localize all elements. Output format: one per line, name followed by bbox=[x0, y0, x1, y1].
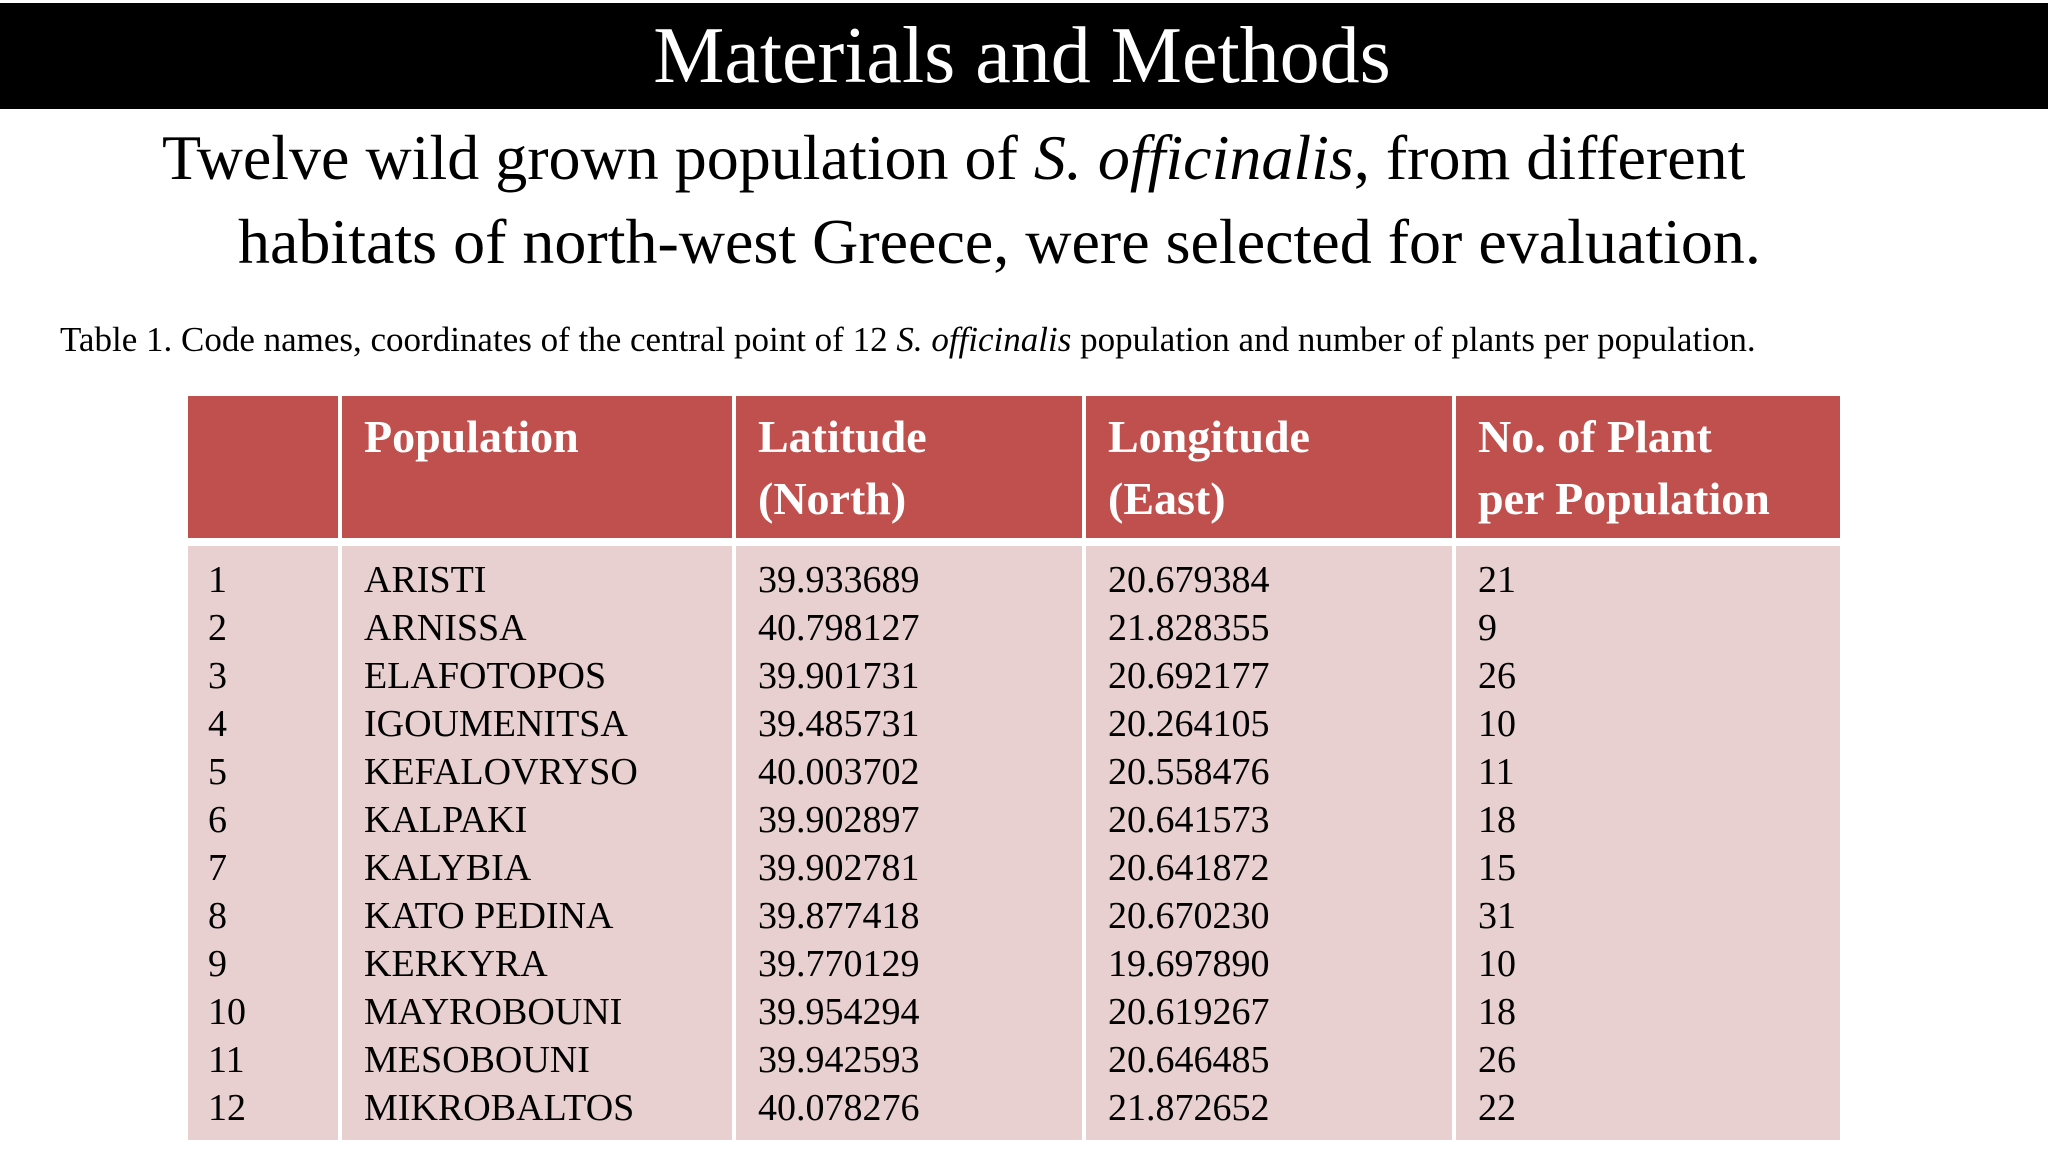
population-name-cell: KEFALOVRYSO bbox=[340, 748, 734, 796]
row-index-cell: 7 bbox=[188, 844, 340, 892]
longitude-cell: 20.670230 bbox=[1084, 892, 1454, 940]
population-name-cell: KATO PEDINA bbox=[340, 892, 734, 940]
plant-count-cell: 11 bbox=[1454, 748, 1840, 796]
latitude-cell: 39.902897 bbox=[734, 796, 1084, 844]
population-name-cell: KERKYRA bbox=[340, 940, 734, 988]
population-name-cell: MIKROBALTOS bbox=[340, 1084, 734, 1140]
plant-count-cell: 22 bbox=[1454, 1084, 1840, 1140]
longitude-cell: 20.558476 bbox=[1084, 748, 1454, 796]
row-index-cell: 4 bbox=[188, 700, 340, 748]
longitude-cell: 20.679384 bbox=[1084, 542, 1454, 604]
plant-count-cell: 18 bbox=[1454, 988, 1840, 1036]
row-index-cell: 3 bbox=[188, 652, 340, 700]
header-plant-count: No. of Plant per Population bbox=[1454, 396, 1840, 542]
latitude-cell: 39.933689 bbox=[734, 542, 1084, 604]
table-row bbox=[188, 748, 1840, 796]
latitude-cell: 40.003702 bbox=[734, 748, 1084, 796]
population-name-cell: IGOUMENITSA bbox=[340, 700, 734, 748]
longitude-cell: 20.619267 bbox=[1084, 988, 1454, 1036]
table-header-row bbox=[188, 396, 1840, 542]
latitude-cell: 39.954294 bbox=[734, 988, 1084, 1036]
population-name-cell: KALYBIA bbox=[340, 844, 734, 892]
table-row bbox=[188, 542, 1840, 604]
latitude-cell: 40.078276 bbox=[734, 1084, 1084, 1140]
latitude-cell: 39.877418 bbox=[734, 892, 1084, 940]
table-row bbox=[188, 892, 1840, 940]
row-index-cell: 10 bbox=[188, 988, 340, 1036]
population-name-cell: MAYROBOUNI bbox=[340, 988, 734, 1036]
title-bar bbox=[0, 3, 2048, 109]
longitude-cell: 21.872652 bbox=[1084, 1084, 1454, 1140]
intro-line-1 bbox=[162, 116, 2022, 200]
row-index-cell: 8 bbox=[188, 892, 340, 940]
row-index-cell: 6 bbox=[188, 796, 340, 844]
header-latitude: Latitude (North) bbox=[734, 396, 1084, 542]
table-row bbox=[188, 652, 1840, 700]
intro-part-1: Twelve wild grown population of bbox=[162, 122, 1034, 193]
caption-part-1: Table 1. Code names, coordinates of the central point of 12 bbox=[60, 320, 897, 359]
intro-line-2: habitats of north-west Greece, were selected for evaluation. bbox=[238, 206, 1761, 277]
population-table bbox=[188, 396, 1840, 1140]
header-population: Population bbox=[340, 396, 734, 542]
caption-species: S. officinalis bbox=[896, 320, 1072, 359]
plant-count-cell: 21 bbox=[1454, 542, 1840, 604]
row-index-cell: 11 bbox=[188, 1036, 340, 1084]
plant-count-cell: 10 bbox=[1454, 940, 1840, 988]
header-index bbox=[188, 396, 340, 542]
row-index-cell: 12 bbox=[188, 1084, 340, 1140]
latitude-cell: 39.901731 bbox=[734, 652, 1084, 700]
intro-part-2: , from different bbox=[1353, 122, 1746, 193]
latitude-cell: 39.485731 bbox=[734, 700, 1084, 748]
table-row bbox=[188, 1084, 1840, 1140]
latitude-cell: 40.798127 bbox=[734, 604, 1084, 652]
longitude-cell: 21.828355 bbox=[1084, 604, 1454, 652]
intro-text bbox=[162, 116, 2022, 284]
table-body bbox=[188, 542, 1840, 1140]
table-row bbox=[188, 988, 1840, 1036]
plant-count-cell: 18 bbox=[1454, 796, 1840, 844]
plant-count-cell: 26 bbox=[1454, 652, 1840, 700]
row-index-cell: 5 bbox=[188, 748, 340, 796]
plant-count-cell: 31 bbox=[1454, 892, 1840, 940]
population-name-cell: ARISTI bbox=[340, 542, 734, 604]
table-row bbox=[188, 796, 1840, 844]
plant-count-cell: 26 bbox=[1454, 1036, 1840, 1084]
population-name-cell: KALPAKI bbox=[340, 796, 734, 844]
table-caption bbox=[60, 318, 2040, 362]
population-name-cell: MESOBOUNI bbox=[340, 1036, 734, 1084]
table-row bbox=[188, 604, 1840, 652]
caption-part-2: population and number of plants per population. bbox=[1071, 320, 1756, 359]
latitude-cell: 39.902781 bbox=[734, 844, 1084, 892]
row-index-cell: 1 bbox=[188, 542, 340, 604]
plant-count-cell: 9 bbox=[1454, 604, 1840, 652]
table-row bbox=[188, 1036, 1840, 1084]
table-row bbox=[188, 940, 1840, 988]
longitude-cell: 20.641872 bbox=[1084, 844, 1454, 892]
table-row bbox=[188, 844, 1840, 892]
longitude-cell: 20.646485 bbox=[1084, 1036, 1454, 1084]
longitude-cell: 20.641573 bbox=[1084, 796, 1454, 844]
population-name-cell: ARNISSA bbox=[340, 604, 734, 652]
longitude-cell: 19.697890 bbox=[1084, 940, 1454, 988]
intro-species: S. officinalis bbox=[1033, 122, 1354, 193]
slide-title: Materials and Methods bbox=[653, 12, 1391, 100]
longitude-cell: 20.692177 bbox=[1084, 652, 1454, 700]
table-row bbox=[188, 700, 1840, 748]
longitude-cell: 20.264105 bbox=[1084, 700, 1454, 748]
latitude-cell: 39.770129 bbox=[734, 940, 1084, 988]
header-longitude: Longitude (East) bbox=[1084, 396, 1454, 542]
row-index-cell: 9 bbox=[188, 940, 340, 988]
latitude-cell: 39.942593 bbox=[734, 1036, 1084, 1084]
row-index-cell: 2 bbox=[188, 604, 340, 652]
plant-count-cell: 15 bbox=[1454, 844, 1840, 892]
plant-count-cell: 10 bbox=[1454, 700, 1840, 748]
population-name-cell: ELAFOTOPOS bbox=[340, 652, 734, 700]
